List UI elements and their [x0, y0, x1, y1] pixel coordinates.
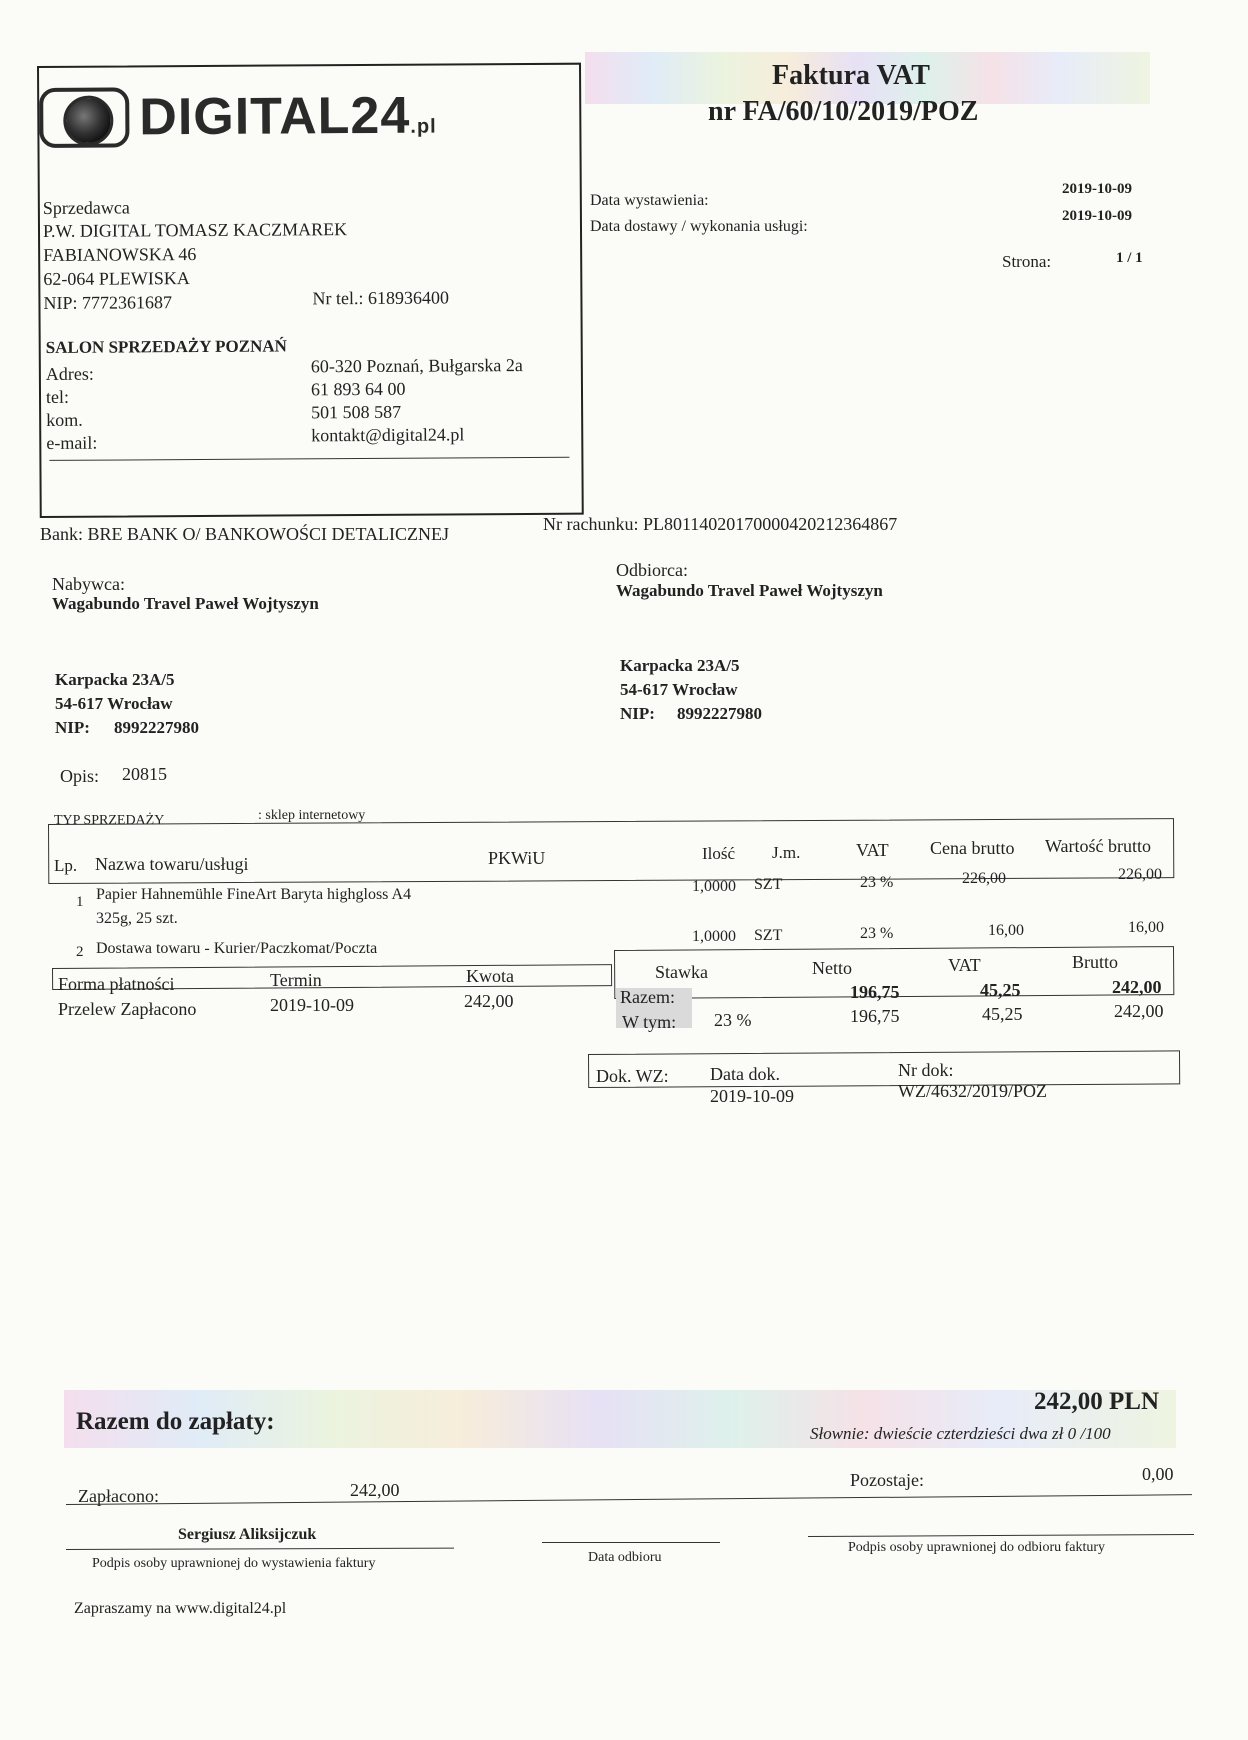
- header-price: Cena brutto: [930, 838, 1015, 858]
- row-qty: 1,0000: [692, 928, 736, 945]
- row-value: 226,00: [1118, 866, 1162, 883]
- wz-date-label: Data dok.: [710, 1064, 780, 1084]
- row-price: 226,00: [962, 870, 1006, 887]
- summary-breakdown-net: 196,75: [850, 1006, 900, 1026]
- header-lp: Lp.: [54, 856, 78, 875]
- buyer-nip-value: 8992227980: [114, 718, 199, 737]
- wz-date-value: 2019-10-09: [710, 1086, 794, 1106]
- invoice-number: nr FA/60/10/2019/POZ: [708, 96, 979, 127]
- logo-brand: DIGITAL24: [139, 86, 411, 147]
- issuer-caption: Podpis osoby uprawnionej do wystawienia faktury: [92, 1556, 376, 1571]
- receipt-date-line: [542, 1542, 720, 1543]
- payment-term-header: Termin: [270, 970, 322, 990]
- buyer-nip-label: NIP:: [55, 718, 90, 737]
- issue-date-value: 2019-10-09: [1062, 181, 1132, 197]
- seller-box: [37, 63, 584, 518]
- kom-value: 501 508 587: [311, 401, 402, 423]
- summary-breakdown-label: W tym:: [622, 1012, 677, 1032]
- recipient-nip-value: 8992227980: [677, 704, 762, 723]
- amount-due-value: 242,00 PLN: [1034, 1388, 1159, 1415]
- buyer-label: Nabywca:: [52, 574, 125, 594]
- payment-amount: 242,00: [464, 991, 514, 1011]
- row-name: Papier Hahnemühle FineArt Baryta highgloss A4: [96, 886, 412, 903]
- summary-breakdown-rate: 23 %: [714, 1010, 752, 1030]
- company-logo: [39, 86, 437, 148]
- opis-label: Opis:: [60, 766, 100, 786]
- remaining-label: Pozostaje:: [850, 1470, 924, 1490]
- row-vat: 23 %: [860, 874, 894, 891]
- kom-label: kom.: [46, 409, 83, 430]
- amount-due-label: Razem do zapłaty:: [76, 1408, 275, 1435]
- seller-nip: NIP: 7772361687: [43, 292, 173, 313]
- wz-label: Dok. WZ:: [596, 1066, 669, 1086]
- row-lp: 2: [76, 944, 84, 960]
- issuer-signature-line: [66, 1548, 454, 1550]
- row-vat: 23 %: [860, 925, 894, 942]
- summary-total-net: 196,75: [850, 982, 900, 1002]
- summary-gross-header: Brutto: [1072, 952, 1119, 972]
- receiver-caption: Podpis osoby uprawnionej do odbioru faktury: [848, 1540, 1106, 1555]
- row-value: 16,00: [1128, 919, 1164, 936]
- recipient-label: Odbiorca:: [616, 560, 688, 580]
- page-value: 1 / 1: [1116, 250, 1143, 266]
- header-value: Wartość brutto: [1045, 836, 1152, 856]
- seller-city: 62-064 PLEWISKA: [43, 268, 190, 289]
- delivery-date-value: 2019-10-09: [1062, 208, 1132, 224]
- invoice-title: Faktura VAT: [772, 60, 930, 91]
- row-price: 16,00: [988, 922, 1024, 939]
- seller-street: FABIANOWSKA 46: [43, 244, 197, 265]
- summary-total-vat: 45,25: [980, 980, 1021, 1000]
- row-name: Dostawa towaru - Kurier/Paczkomat/Poczta: [96, 940, 378, 957]
- header-unit: J.m.: [772, 843, 801, 862]
- tel-label: tel:: [45, 386, 70, 407]
- summary-net-header: Netto: [812, 958, 852, 978]
- email-label: e-mail:: [46, 432, 98, 453]
- header-qty: Ilość: [702, 844, 736, 863]
- row-name-detail: 325g, 25 szt.: [96, 910, 178, 927]
- tel-value: 61 893 64 00: [310, 378, 406, 400]
- recipient-nip-label: NIP:: [620, 704, 655, 723]
- row-unit: SZT: [754, 927, 783, 944]
- issue-date-label: Data wystawienia:: [590, 192, 709, 209]
- buyer-name: Wagabundo Travel Paweł Wojtyszyn: [52, 594, 319, 613]
- bank-name: Bank: BRE BANK O/ BANKOWOŚCI DETALICZNEJ: [40, 524, 450, 544]
- wz-nr-label: Nr dok:: [898, 1060, 954, 1080]
- address-value: 60-320 Poznań, Bułgarska 2a: [310, 355, 523, 377]
- payment-amount-header: Kwota: [466, 966, 514, 986]
- summary-rate-header: Stawka: [655, 962, 708, 982]
- summary-breakdown-gross: 242,00: [1114, 1001, 1164, 1021]
- receipt-date-caption: Data odbioru: [588, 1550, 662, 1565]
- header-name: Nazwa towaru/usługi: [95, 854, 249, 874]
- header-pkwiu: PKWiU: [488, 848, 546, 868]
- payment-form-header: Forma płatności: [58, 974, 175, 994]
- summary-total-gross: 242,00: [1112, 977, 1162, 997]
- row-lp: 1: [76, 894, 84, 910]
- address-label: Adres:: [45, 363, 94, 384]
- header-vat: VAT: [856, 840, 889, 860]
- row-unit: SZT: [754, 876, 783, 893]
- sale-type-value: : sklep internetowy: [258, 808, 366, 823]
- remaining-value: 0,00: [1142, 1464, 1174, 1484]
- opis-value: 20815: [122, 764, 167, 784]
- summary-breakdown-vat: 45,25: [982, 1004, 1023, 1024]
- recipient-name: Wagabundo Travel Paweł Wojtyszyn: [616, 581, 883, 600]
- payment-term: 2019-10-09: [270, 995, 354, 1015]
- seller-label: Sprzedawca: [42, 197, 130, 218]
- seller-phone: Nr tel.: 618936400: [312, 287, 449, 309]
- recipient-street: Karpacka 23A/5: [620, 656, 740, 675]
- amount-in-words: Słownie: dwieście czterdzieści dwa zł 0 /100: [810, 1424, 1111, 1443]
- footer-invite: Zapraszamy na www.digital24.pl: [74, 1600, 287, 1617]
- paid-label: Zapłacono:: [78, 1486, 159, 1506]
- salon-title: SALON SPRZEDAŻY POZNAŃ: [45, 336, 287, 357]
- logo-tld: .pl: [410, 115, 437, 138]
- recipient-city: 54-617 Wrocław: [620, 680, 738, 699]
- summary-total-label: Razem:: [620, 987, 675, 1007]
- sale-type-label: TYP SPRZEDAŻY: [54, 813, 165, 828]
- camera-icon: [39, 87, 129, 148]
- receiver-signature-line: [808, 1534, 1194, 1537]
- delivery-date-label: Data dostawy / wykonania usługi:: [590, 218, 808, 235]
- wz-nr-value: WZ/4632/2019/POZ: [898, 1081, 1047, 1101]
- page-label: Strona:: [1002, 252, 1052, 271]
- totals-divider: [66, 1494, 1192, 1505]
- summary-vat-header: VAT: [948, 955, 981, 975]
- paid-value: 242,00: [350, 1480, 400, 1500]
- buyer-street: Karpacka 23A/5: [55, 670, 175, 689]
- bank-account: Nr rachunku: PL80114020170000420212364867: [543, 514, 898, 534]
- payment-form: Przelew Zapłacono: [58, 999, 197, 1019]
- seller-name: P.W. DIGITAL TOMASZ KACZMAREK: [42, 219, 348, 241]
- buyer-city: 54-617 Wrocław: [55, 694, 173, 713]
- row-qty: 1,0000: [692, 878, 736, 895]
- email-value: kontakt@digital24.pl: [311, 424, 465, 446]
- issuer-name: Sergiusz Aliksijczuk: [178, 1526, 317, 1543]
- wz-box: [588, 1050, 1180, 1088]
- salon-divider: [49, 457, 569, 461]
